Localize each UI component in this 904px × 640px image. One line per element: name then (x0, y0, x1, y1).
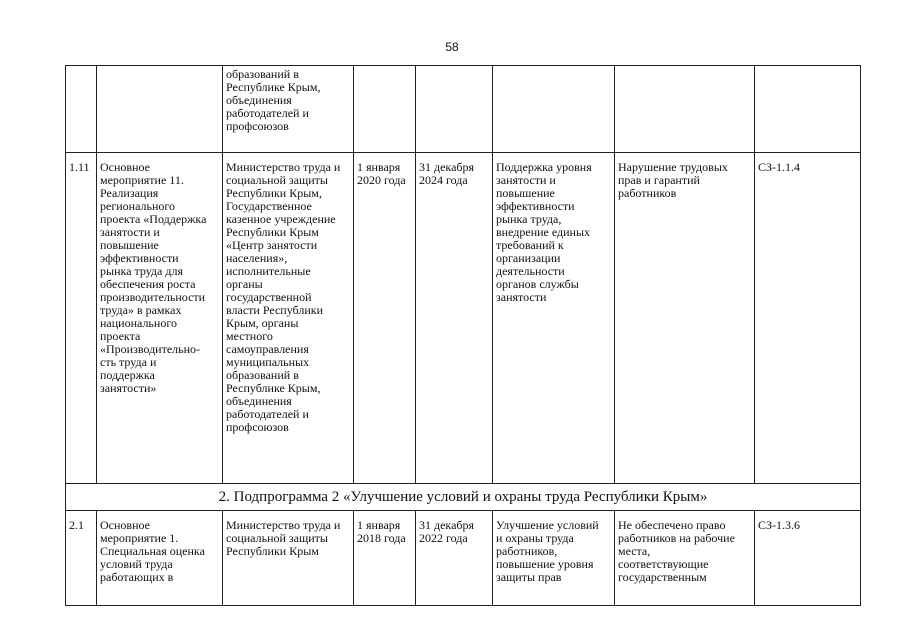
cell-link: СЗ-1.3.6 (755, 511, 861, 606)
cell-consequence: Нарушение трудовых прав и гарантий работников (615, 153, 755, 484)
cell-end-date: 31 декабря 2024 года (416, 153, 493, 484)
table-row-1-11 (66, 153, 861, 484)
cell-consequence (615, 66, 755, 153)
cell-number (66, 66, 97, 153)
cell-executor: образований в Республике Крым, объединения работодателей и профсоюзов (223, 66, 354, 153)
cell-activity (97, 66, 223, 153)
cell-executor: Министерство труда и социальной защиты Республики Крым (223, 511, 354, 606)
cell-start-date: 1 января 2018 года (354, 511, 416, 606)
table-row-continued (66, 66, 861, 153)
measures-table (65, 65, 861, 606)
table-row-2-1 (66, 511, 861, 606)
cell-activity: Основное мероприятие 1. Специальная оценка условий труда работающих в (97, 511, 223, 606)
cell-link (755, 66, 861, 153)
cell-executor: Министерство труда и социальной защиты Республики Крым, Государственное казенное учреждение Республики Крым «Центр занятости населения», исполнительные органы государственной власти Республики Крым, органы местного самоуправления муниципальных образований в Республике Крым, объединения работодателей и профсоюзов (223, 153, 354, 484)
cell-result: Улучшение условий и охраны труда работников, повышение уровня защиты прав (493, 511, 615, 606)
cell-link: СЗ-1.1.4 (755, 153, 861, 484)
cell-result (493, 66, 615, 153)
subprogram-title: 2. Подпрограмма 2 «Улучшение условий и охраны труда Республики Крым» (66, 484, 861, 511)
cell-start-date (354, 66, 416, 153)
cell-end-date: 31 декабря 2022 года (416, 511, 493, 606)
cell-number: 2.1 (66, 511, 97, 606)
page-number: 58 (445, 40, 459, 54)
cell-activity: Основное мероприятие 11. Реализация регионального проекта «Поддержка занятости и повышение эффективности рынка труда для обеспечения роста производительности труда» в рамках национального проекта «Производительно- сть труда и поддержка занятости» (97, 153, 223, 484)
cell-result: Поддержка уровня занятости и повышение эффективности рынка труда, внедрение единых требований к организации деятельности органов службы занятости (493, 153, 615, 484)
cell-start-date: 1 января 2020 года (354, 153, 416, 484)
cell-number: 1.11 (66, 153, 97, 484)
subprogram-heading-row (66, 484, 861, 511)
cell-consequence: Не обеспечено право работников на рабочие места, соответствующие государственным (615, 511, 755, 606)
cell-end-date (416, 66, 493, 153)
